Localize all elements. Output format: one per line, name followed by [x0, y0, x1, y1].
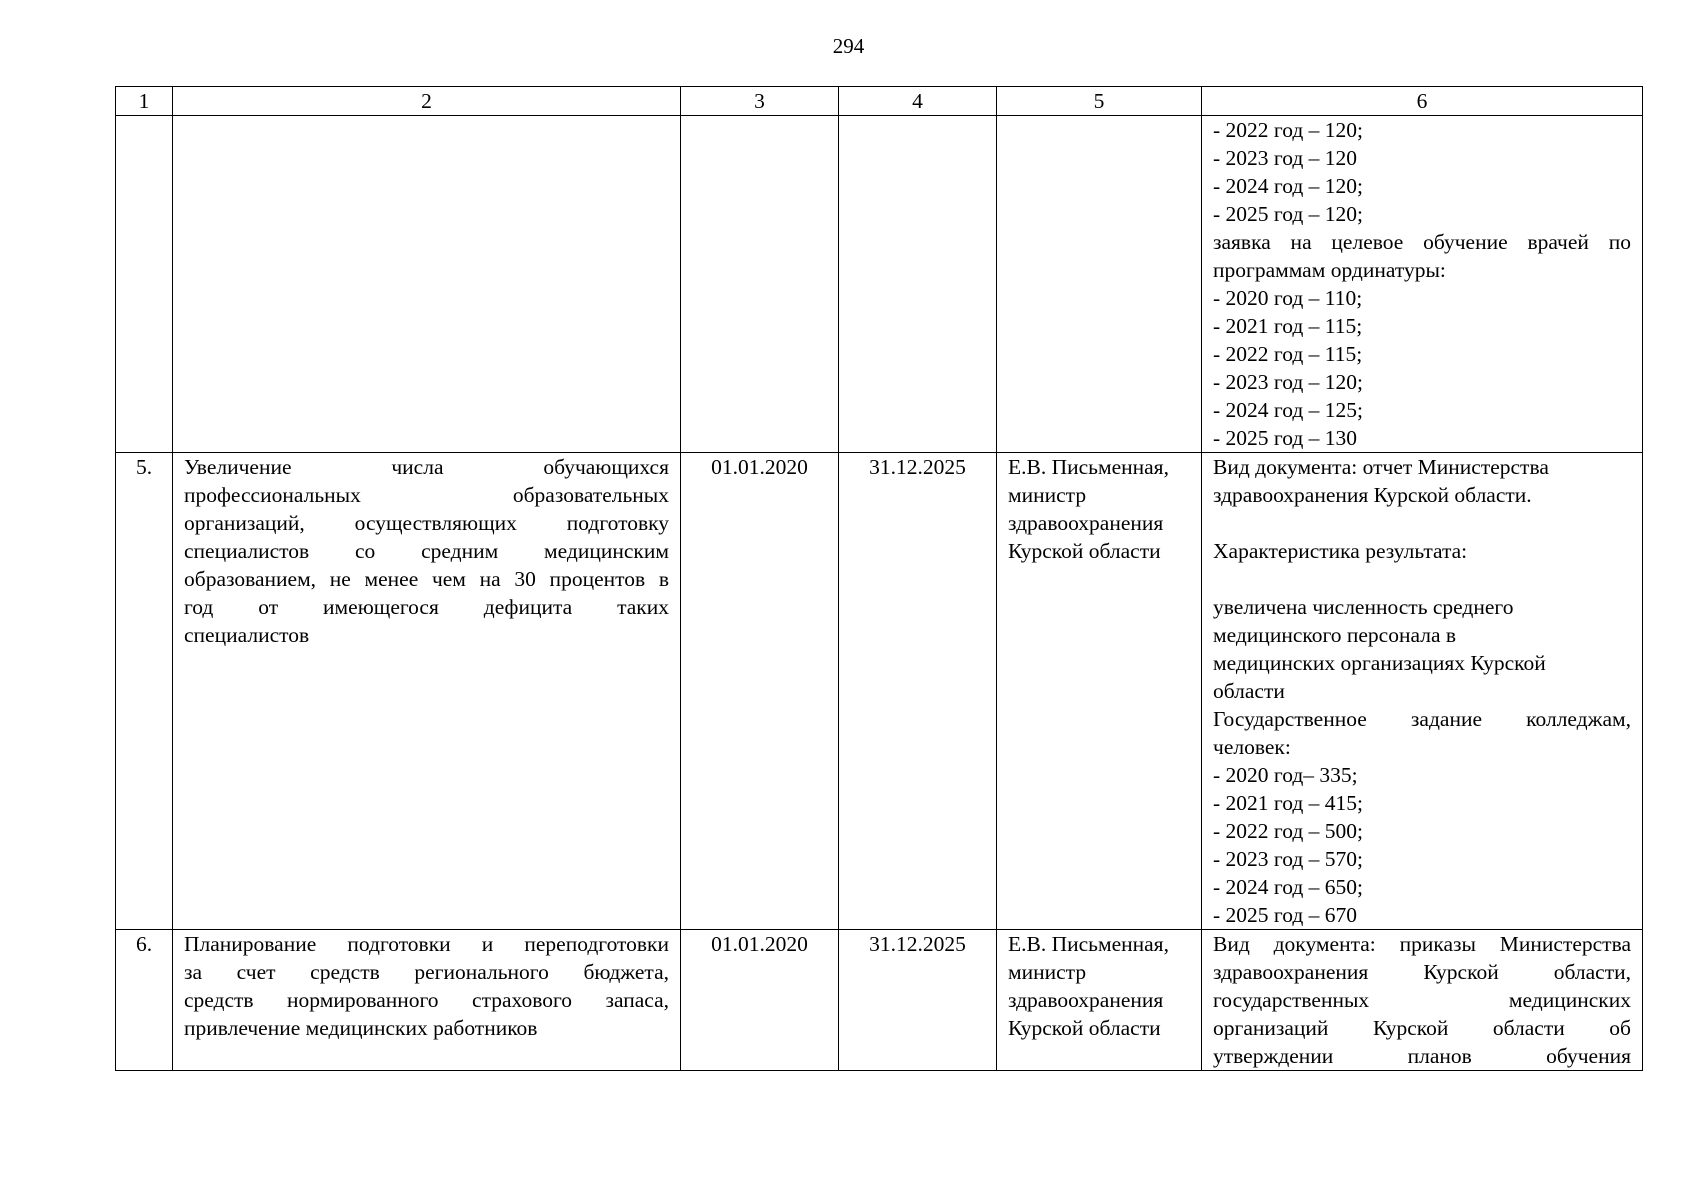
description-line: профессиональных образовательных [184, 483, 669, 507]
result-line: Вид документа: отчет Министерства [1213, 455, 1549, 479]
responsible-line: Е.В. Письменная, [1008, 932, 1169, 956]
description-line: организаций, осуществляющих подготовку [184, 511, 669, 535]
result-line: - 2025 год – 120; [1213, 202, 1363, 226]
responsible-line: министр [1008, 960, 1087, 984]
cell-start-date: 01.01.2020 [681, 453, 839, 930]
description-line: Увеличение числа обучающихся [184, 455, 669, 479]
cell-description [173, 930, 681, 1071]
blank-line [1213, 565, 1631, 593]
result-line: - 2021 год – 115; [1213, 314, 1363, 338]
cell-responsible [997, 453, 1202, 930]
result-line: здравоохранения Курской области. [1213, 483, 1532, 507]
result-line: - 2023 год – 120 [1213, 146, 1358, 170]
result-line: - 2022 год – 120; [1213, 118, 1363, 142]
result-line: - 2025 год – 130 [1213, 426, 1358, 450]
result-line: - 2024 год – 120; [1213, 174, 1363, 198]
result-line: - 2022 год – 115; [1213, 342, 1363, 366]
cell-num: 6. [116, 930, 173, 1071]
table-row-5 [116, 453, 1643, 930]
result-line: - 2020 год– 335; [1213, 763, 1358, 787]
cell-description [173, 453, 681, 930]
table-row-continuation [116, 116, 1643, 453]
description-line: год от имеющегося дефицита таких [184, 595, 669, 619]
responsible-line: здравоохранения [1008, 511, 1164, 535]
cell-responsible [997, 116, 1202, 453]
cell-end-date [839, 116, 997, 453]
result-line: - 2023 год – 120; [1213, 370, 1363, 394]
result-line: Вид документа: приказы Министерства [1213, 932, 1631, 956]
responsible-line: министр [1008, 483, 1087, 507]
header-row [116, 87, 1643, 116]
header-col-5: 5 [997, 87, 1202, 116]
result-line: - 2024 год – 650; [1213, 875, 1363, 899]
cell-responsible [997, 930, 1202, 1071]
header-col-2: 2 [173, 87, 681, 116]
cell-start-date [681, 116, 839, 453]
responsible-line: Курской области [1008, 539, 1161, 563]
responsible-line: здравоохранения [1008, 988, 1164, 1012]
cell-num: 5. [116, 453, 173, 930]
result-line: заявка на целевое обучение врачей по [1213, 230, 1631, 254]
description-line: образованием, не менее чем на 30 процентов в [184, 567, 669, 591]
responsible-line: Курской области [1008, 1016, 1161, 1040]
result-line: организаций Курской области об [1213, 1016, 1631, 1040]
blank-line [1213, 509, 1631, 537]
cell-start-date: 01.01.2020 [681, 930, 839, 1071]
cell-result [1202, 116, 1643, 453]
result-line: - 2021 год – 415; [1213, 791, 1363, 815]
result-line: увеличена численность среднего [1213, 595, 1514, 619]
cell-end-date: 31.12.2025 [839, 453, 997, 930]
cell-description [173, 116, 681, 453]
result-line: - 2020 год – 110; [1213, 286, 1363, 310]
description-line: привлечение медицинских работников [184, 1016, 538, 1040]
result-line: человек: [1213, 735, 1291, 759]
description-line: специалистов со средним медицинским [184, 539, 669, 563]
cell-result [1202, 453, 1643, 930]
result-line: - 2023 год – 570; [1213, 847, 1363, 871]
cell-end-date: 31.12.2025 [839, 930, 997, 1071]
description-line: Планирование подготовки и переподготовки [184, 932, 669, 956]
cell-result [1202, 930, 1643, 1071]
cell-num [116, 116, 173, 453]
result-line: Характеристика результата: [1213, 539, 1468, 563]
result-line: Государственное задание колледжам, [1213, 707, 1631, 731]
header-col-3: 3 [681, 87, 839, 116]
result-line: здравоохранения Курской области, [1213, 960, 1631, 984]
plan-table [115, 86, 1643, 1071]
result-line: медицинских организациях Курской [1213, 651, 1546, 675]
description-line: средств нормированного страхового запаса, [184, 988, 669, 1012]
page-number: 294 [832, 34, 865, 58]
result-line: утверждении планов обучения [1213, 1044, 1631, 1068]
result-line: - 2025 год – 670 [1213, 903, 1358, 927]
header-col-4: 4 [839, 87, 997, 116]
header-col-6: 6 [1202, 87, 1643, 116]
responsible-line: Е.В. Письменная, [1008, 455, 1169, 479]
description-line: за счет средств регионального бюджета, [184, 960, 669, 984]
result-line: - 2022 год – 500; [1213, 819, 1363, 843]
result-line: государственных медицинских [1213, 988, 1631, 1012]
description-line: специалистов [184, 623, 310, 647]
table-row-6 [116, 930, 1643, 1071]
result-line: программам ординатуры: [1213, 258, 1446, 282]
header-col-1: 1 [116, 87, 173, 116]
result-line: области [1213, 679, 1285, 703]
result-line: - 2024 год – 125; [1213, 398, 1363, 422]
result-line: медицинского персонала в [1213, 623, 1457, 647]
